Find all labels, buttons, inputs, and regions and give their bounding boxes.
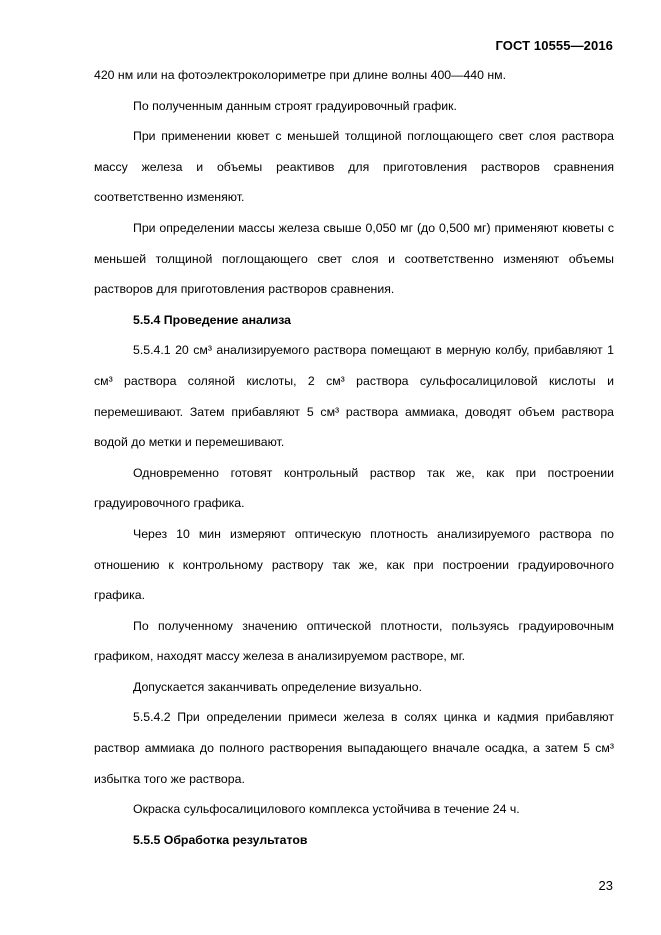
paragraph: Одновременно готовят контрольный раствор так же, как при построении градуировочного графика. — [94, 465, 614, 511]
paragraph: При определении массы железа свыше 0,050 мг (до 0,500 мг) применяют кюветы с меньшей толщиной поглощающего свет слоя и соответственно изменяют объемы растворов для приготовления растворов сравнения. — [94, 220, 614, 297]
section-heading: 5.5.4 Проведение анализа — [133, 312, 292, 327]
paragraph: 5.5.4.2 При определении примеси железа в солях цинка и кадмия прибавляют раствор аммиака до полного растворения выпадающего вначале осадка, а затем 5 см³ избытка того же раствора. — [94, 710, 614, 786]
paragraph: 5.5.4.1 20 см³ анализируемого раствора помещают в мерную колбу, прибавляют 1 см³ раствора соляной кислоты, 2 см³ раствора сульфосалициловой кислоты и перемешивают. Затем прибавляют 5 см³ раствора аммиака, доводят объем раствора водой до метки и перемешивают. — [94, 343, 614, 450]
paragraph: При применении кювет с меньшей толщиной поглощающего свет слоя раствора массу железа и объемы реактивов для приготовления растворов сравнения соответственно изменяют. — [94, 129, 614, 205]
document-header: ГОСТ 10555—2016 — [495, 38, 613, 53]
document-body — [94, 60, 614, 855]
paragraph-continuation: 420 нм или на фотоэлектроколориметре при длине волны 400—440 нм. — [94, 68, 507, 82]
section-heading: 5.5.5 Обработка результатов — [133, 832, 308, 847]
paragraph: Допускается заканчивать определение визуально. — [133, 679, 423, 694]
paragraph: По полученным данным строят градуировочный график. — [133, 98, 457, 113]
page-number: 23 — [598, 878, 613, 893]
paragraph: Через 10 мин измеряют оптическую плотность анализируемого раствора по отношению к контрольному раствору так же, как при построении градуировочного графика. — [94, 526, 614, 603]
paragraph: По полученному значению оптической плотности, пользуясь градуировочным графиком, находят массу железа в анализируемом растворе, мг. — [94, 618, 614, 664]
paragraph: Окраска сульфосалицилового комплекса устойчива в течение 24 ч. — [133, 802, 520, 817]
